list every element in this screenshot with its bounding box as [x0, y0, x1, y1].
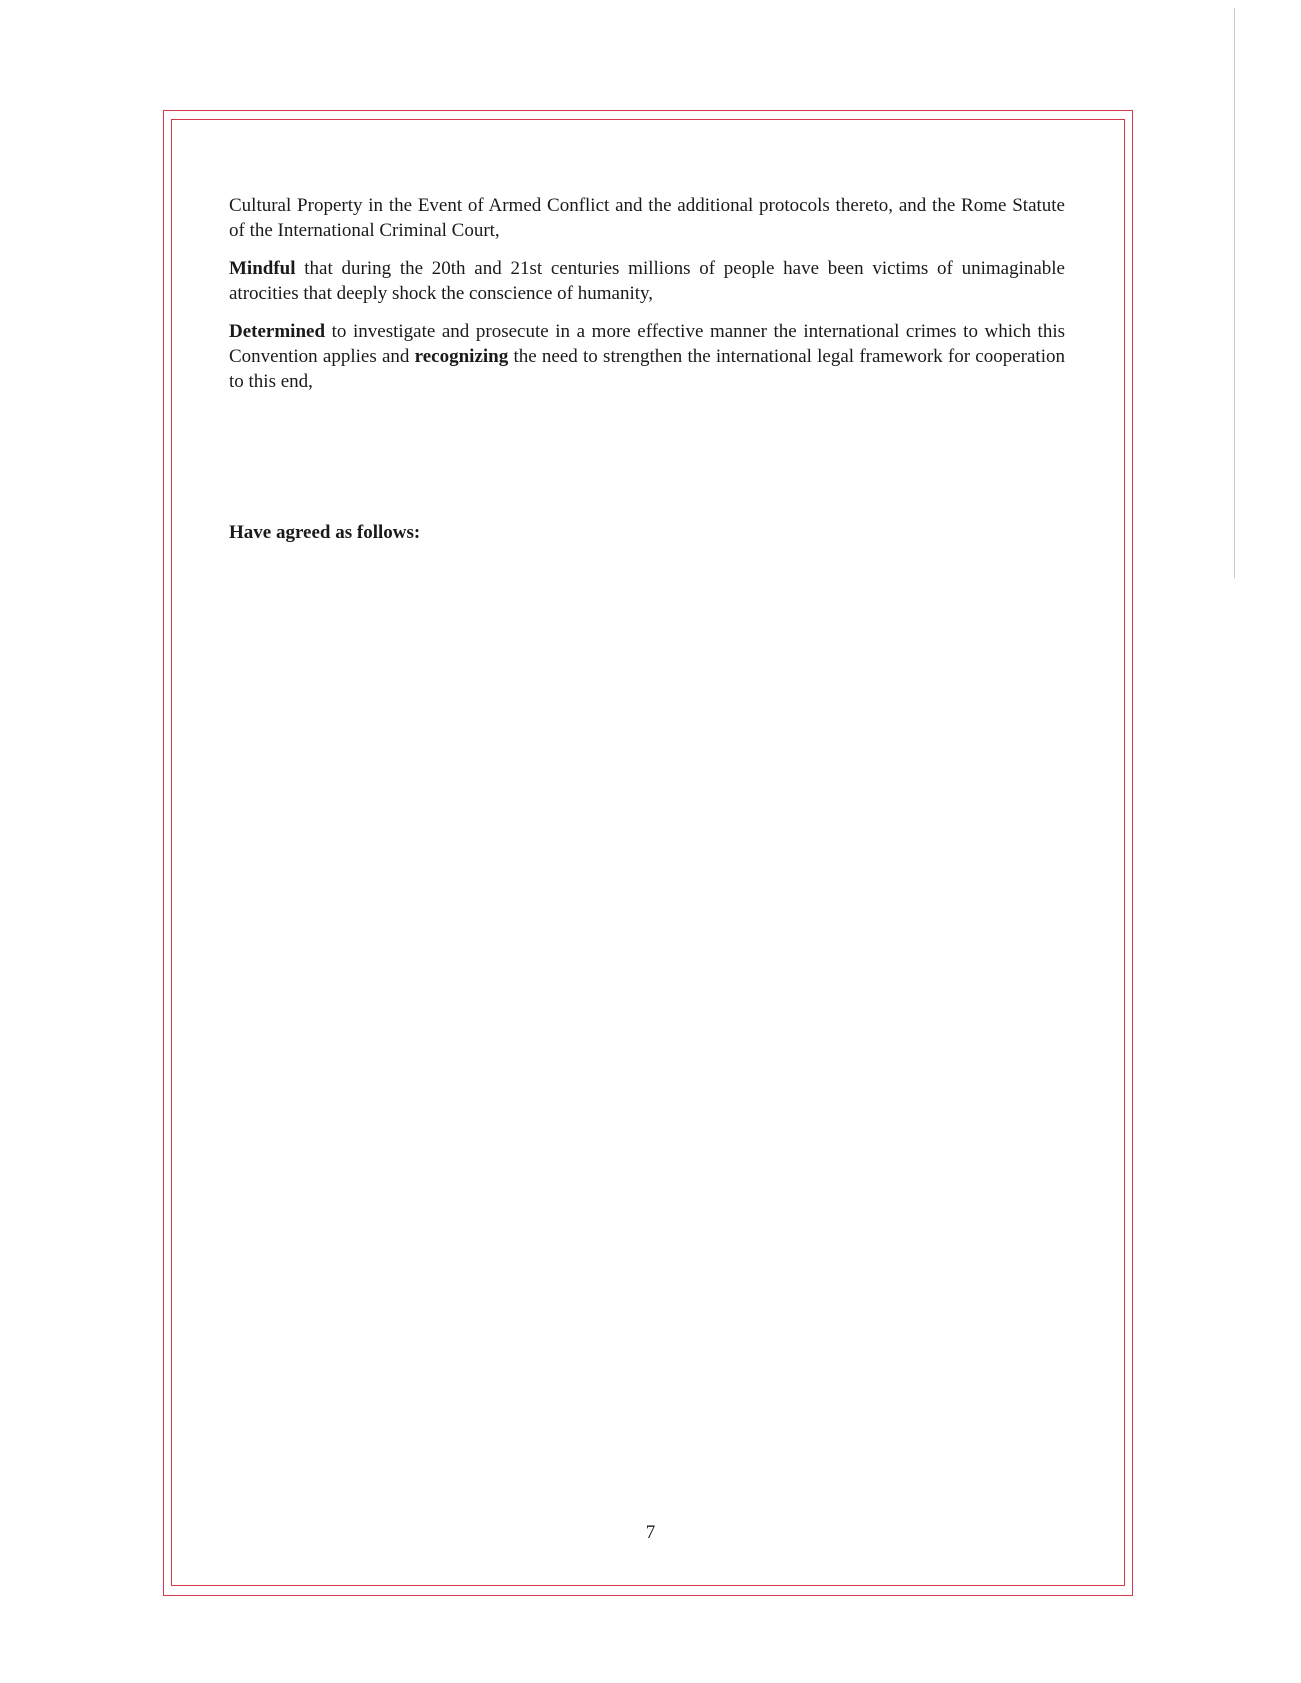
closing-statement: Have agreed as follows:	[229, 522, 421, 543]
preamble-text	[229, 193, 1065, 407]
paragraph-body: Cultural Property in the Event of Armed Conflict and the additional protocols thereto, and the Rome Statute of the International Criminal Court,	[229, 195, 1065, 241]
paragraph-lead: Determined	[229, 321, 326, 342]
paragraph-body-continued: the need to strengthen the international legal framework for cooperation to this end,	[229, 346, 1065, 392]
paragraph-body: that during the 20th and 21st centuries millions of people have been victims of unimaginable atrocities that deeply shock the conscience of humanity,	[229, 258, 1065, 304]
paragraph-body: to investigate and prosecute in a more effective manner the international crimes to which this Convention applies and	[229, 321, 1065, 367]
paragraph-lead: Mindful	[229, 258, 296, 279]
paragraph-mindful	[229, 256, 1065, 306]
paragraph-cultural-property	[229, 193, 1065, 243]
paragraph-determined	[229, 319, 1065, 394]
page-number: 7	[645, 1522, 656, 1543]
paragraph-emphasis: recognizing	[414, 346, 509, 367]
scan-edge-line	[1234, 8, 1235, 578]
